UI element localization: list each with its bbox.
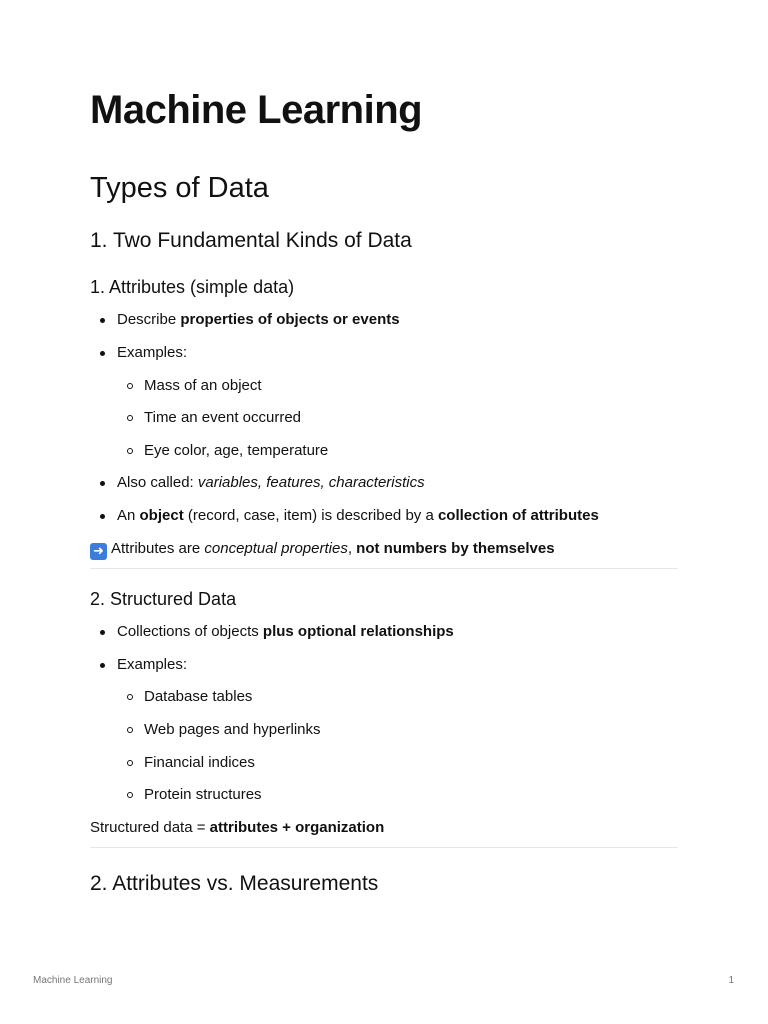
list-item-text: Financial indices	[144, 754, 255, 771]
page-number: 1	[728, 975, 734, 986]
structured-heading: 2. Structured Data	[90, 589, 237, 609]
list-item-text: Examples:	[117, 344, 188, 361]
list-item-text: Protein structures	[144, 786, 262, 803]
circle-bullet-icon	[127, 694, 133, 700]
list-item-text: Mass of an object	[144, 377, 262, 394]
list-item-text: Collections of objects	[117, 623, 263, 640]
subsection-title-2: 2. Attributes vs. Measurements	[90, 872, 379, 895]
list-item-text: Eye color, age, temperature	[144, 442, 329, 459]
note-line	[90, 539, 555, 560]
list-item-nested	[144, 753, 255, 773]
bullet-icon	[100, 318, 105, 323]
attributes-heading: 1. Attributes (simple data)	[90, 277, 295, 297]
note-text: ,	[347, 540, 357, 557]
list-item-nested	[144, 785, 262, 805]
list-item-nested	[144, 720, 321, 740]
bullet-icon	[100, 663, 105, 668]
summary-bold: attributes + organization	[209, 819, 385, 836]
divider	[90, 568, 678, 569]
list-item	[117, 655, 187, 675]
footer-title: Machine Learning	[33, 975, 113, 986]
bullet-icon	[100, 630, 105, 635]
list-item-text: Also called:	[117, 474, 198, 491]
list-item-bold: plus optional relationships	[262, 623, 454, 640]
list-item-nested	[144, 687, 252, 707]
list-item-bold: object	[139, 507, 184, 524]
note-bold: not numbers by themselves	[356, 540, 555, 557]
circle-bullet-icon	[127, 727, 133, 733]
divider	[90, 847, 678, 848]
right-arrow-icon: ➜	[90, 543, 107, 560]
list-item-italic: variables, features, characteristics	[197, 474, 425, 491]
summary-text: Structured data =	[90, 819, 210, 836]
list-item	[117, 506, 599, 526]
list-item-bold: properties of objects or events	[180, 311, 400, 328]
list-item-bold: collection of attributes	[437, 507, 599, 524]
document-title: Machine Learning	[90, 88, 423, 132]
bullet-icon	[100, 351, 105, 356]
list-item	[117, 310, 400, 330]
list-item-text: Time an event occurred	[144, 409, 302, 426]
section-title: Types of Data	[90, 172, 269, 204]
bullet-icon	[100, 481, 105, 486]
list-item-text: Describe	[117, 311, 181, 328]
list-item	[117, 473, 425, 493]
circle-bullet-icon	[127, 415, 133, 421]
list-item-text: (record, case, item) is described by a	[183, 507, 438, 524]
circle-bullet-icon	[127, 792, 133, 798]
summary-line	[90, 818, 384, 838]
list-item-nested	[144, 441, 328, 461]
note-text: Attributes are	[111, 540, 205, 557]
list-item-text: Web pages and hyperlinks	[144, 721, 321, 738]
list-item-text: Examples:	[117, 656, 188, 673]
subsection-title-1: 1. Two Fundamental Kinds of Data	[90, 229, 412, 252]
note-italic: conceptual properties	[204, 540, 348, 557]
list-item-nested	[144, 376, 262, 396]
list-item-nested	[144, 408, 301, 428]
list-item-text: An	[117, 507, 140, 524]
circle-bullet-icon	[127, 760, 133, 766]
bullet-icon	[100, 514, 105, 519]
circle-bullet-icon	[127, 383, 133, 389]
list-item	[117, 343, 187, 363]
list-item	[117, 622, 454, 642]
list-item-text: Database tables	[144, 688, 253, 705]
circle-bullet-icon	[127, 448, 133, 454]
